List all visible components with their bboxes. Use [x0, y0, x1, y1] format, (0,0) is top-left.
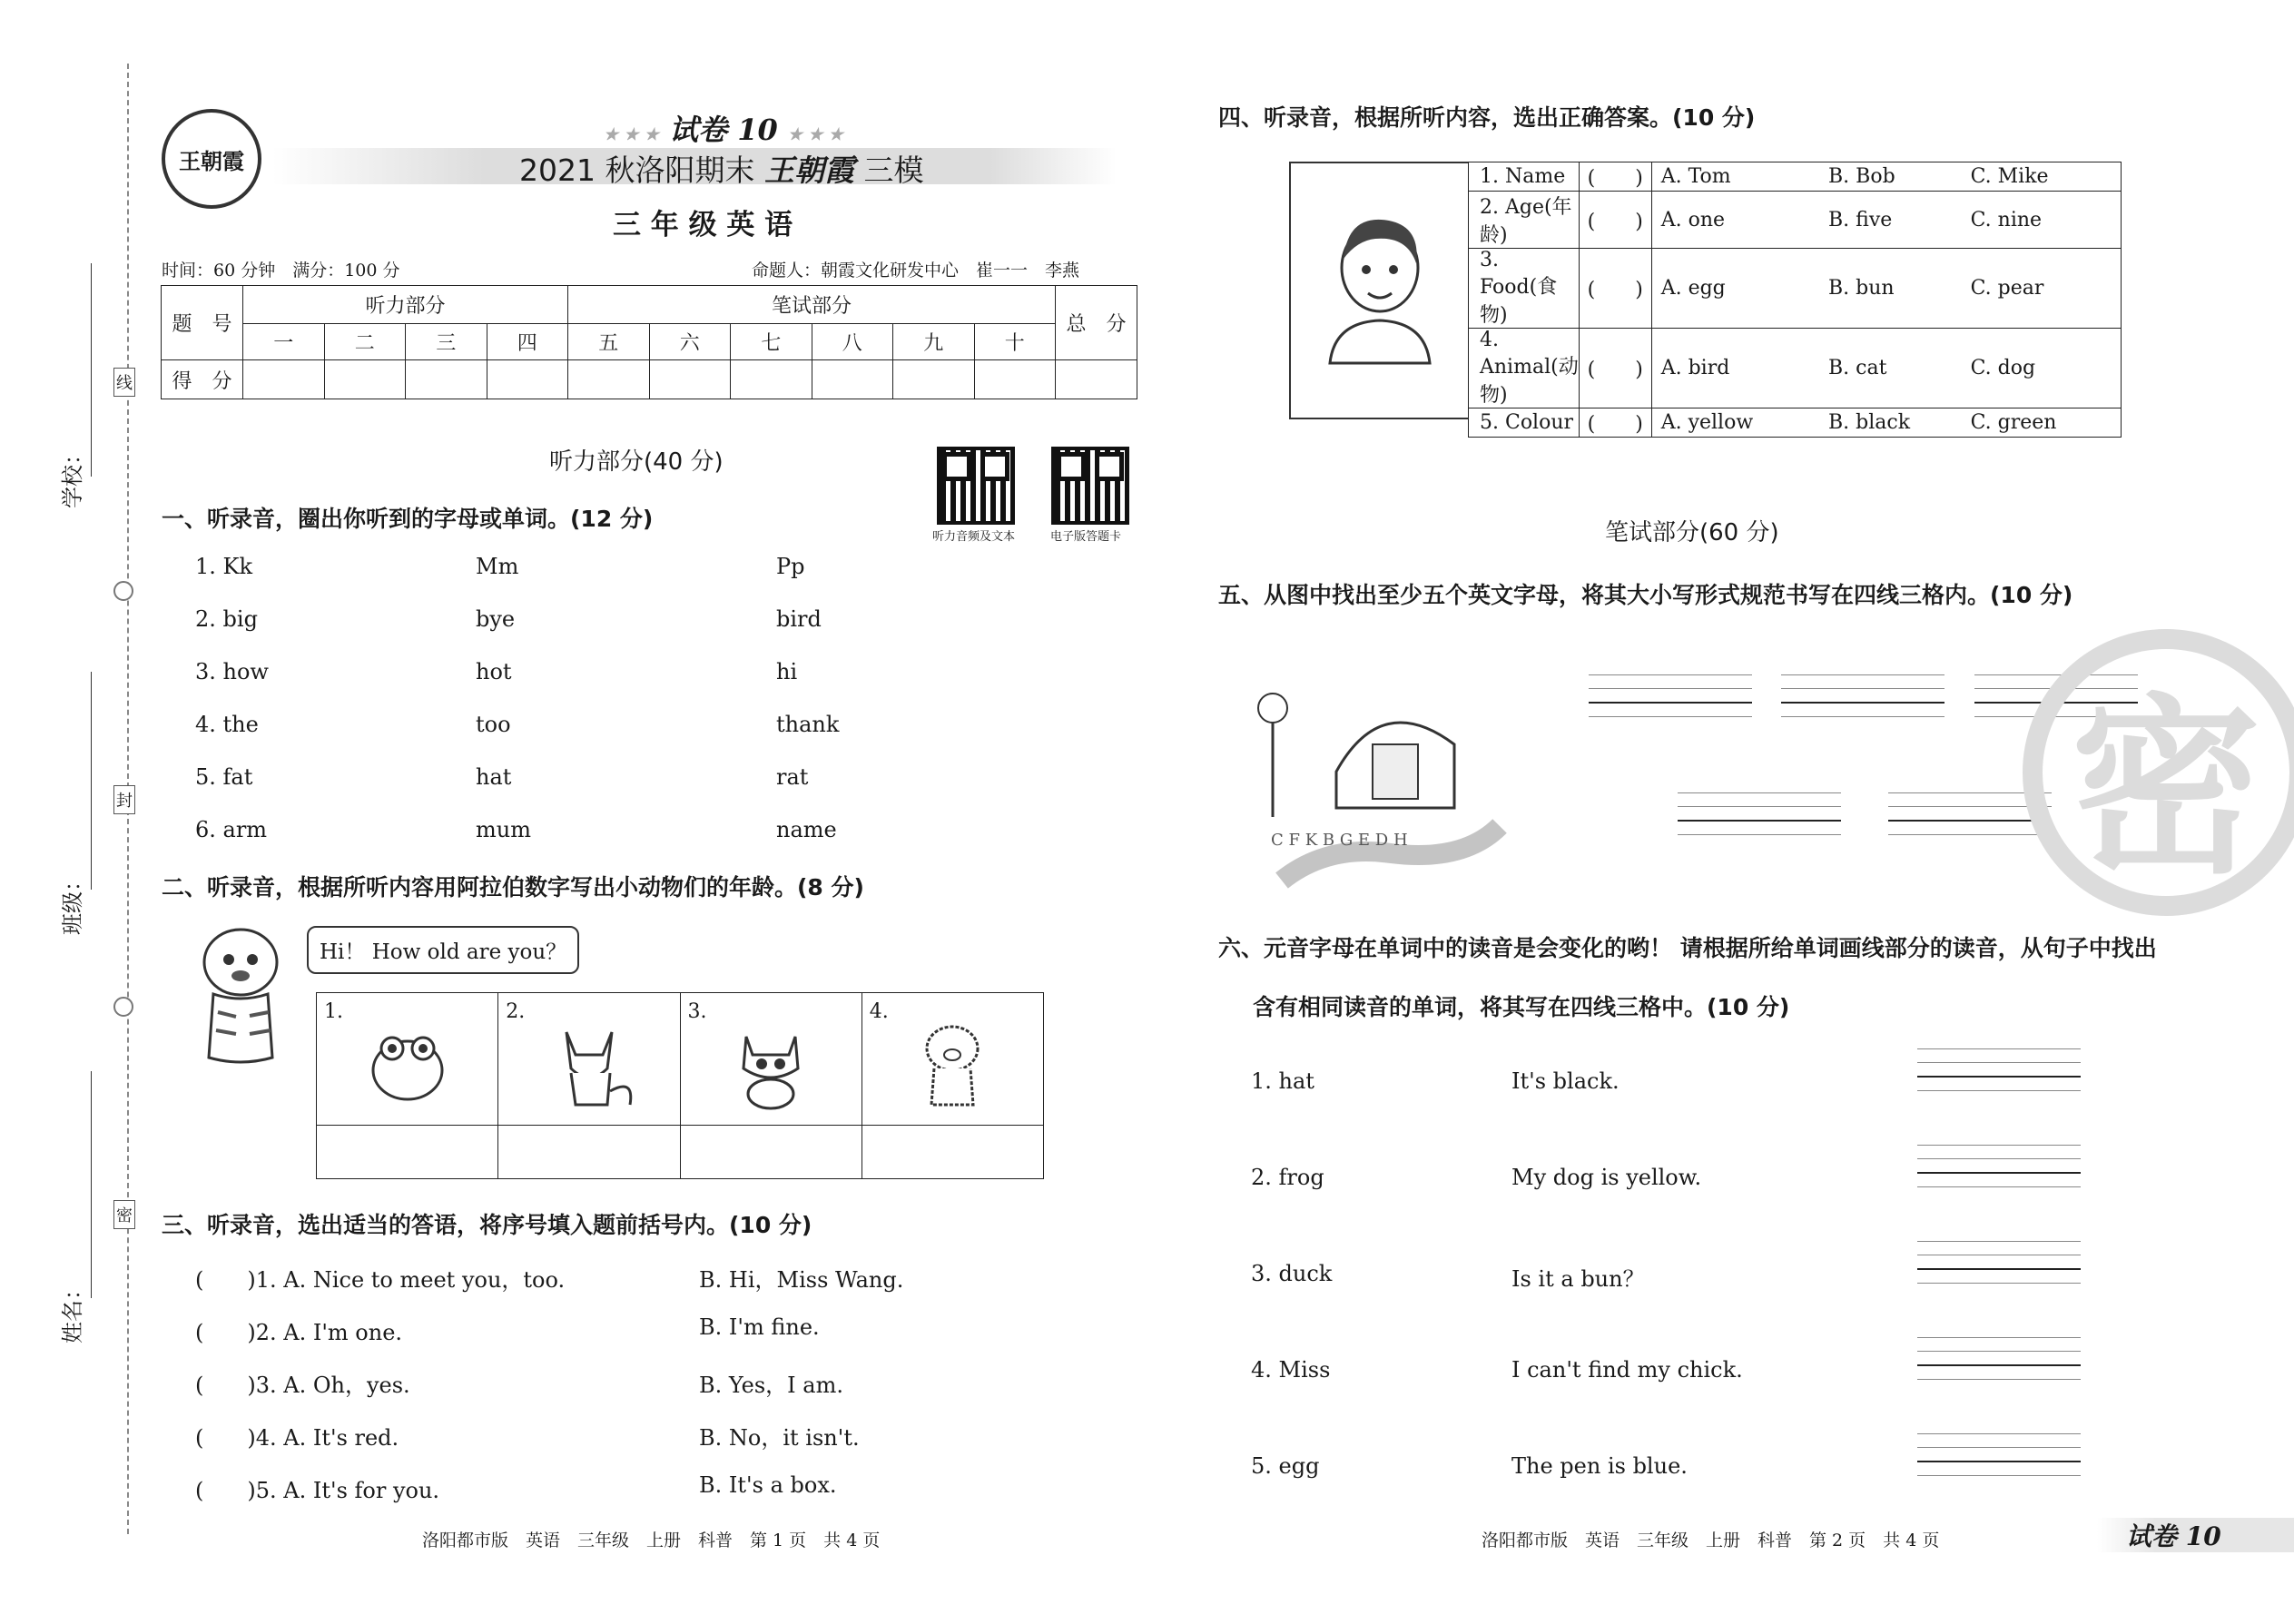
dense-stamp-watermark — [2023, 629, 2294, 916]
s4-option[interactable]: B. cat — [1828, 329, 1971, 408]
score-table-header-no: 题 号 — [162, 286, 243, 360]
s4-option[interactable]: C. Mike — [1971, 162, 2122, 192]
s4-option[interactable]: A. bird — [1651, 329, 1828, 408]
boy-illustration — [1321, 204, 1439, 368]
score-cell[interactable] — [324, 360, 406, 399]
s1-option[interactable]: Pp — [776, 554, 805, 579]
s4-option[interactable]: C. dog — [1971, 329, 2122, 408]
score-cell[interactable] — [568, 360, 650, 399]
score-cell[interactable] — [406, 360, 487, 399]
s3-option-b: B. Hi，Miss Wang. — [699, 1267, 904, 1293]
fox-illustration — [539, 1014, 639, 1114]
animal-number: 2. — [506, 1000, 526, 1023]
speech-bubble: Hi！ How old are you？ — [307, 926, 579, 974]
score-cell[interactable] — [243, 360, 325, 399]
s6-word: 4. Miss — [1251, 1357, 1331, 1383]
s6-sentence: My dog is yellow. — [1511, 1165, 1702, 1190]
series-no: 10 — [737, 113, 778, 147]
name-label: 姓名： — [60, 1278, 85, 1343]
score-table-header-listen: 听力部分 — [243, 286, 568, 324]
s6-word: 2. frog — [1251, 1165, 1324, 1190]
score-cell[interactable] — [974, 360, 1056, 399]
s4-option[interactable]: A. yellow — [1651, 408, 1828, 438]
s3-option-b: B. It's a box. — [699, 1472, 837, 1498]
section-6-title-line1: 六、元音字母在单词中的读音是会变化的哟！ 请根据所给单词画线部分的读音，从句子中找出 — [1218, 935, 2157, 961]
author-info: 命题人：朝霞文化研发中心 崔一一 李燕 — [752, 261, 1080, 281]
score-col: 十 — [974, 324, 1056, 360]
section-1-title: 一、听录音，圈出你听到的字母或单词。(12 分) — [162, 506, 654, 532]
s6-word: 5. egg — [1251, 1453, 1320, 1479]
s1-option[interactable]: 4. the — [195, 712, 259, 737]
qr-code-audio[interactable] — [937, 447, 1015, 525]
s1-option[interactable]: mum — [476, 817, 531, 842]
s1-option[interactable]: name — [776, 817, 837, 842]
s1-option[interactable]: 1. Kk — [195, 554, 252, 579]
section-5-title: 五、从图中找出至少五个英文字母，将其大小写形式规范书写在四线三格内。(10 分) — [1218, 582, 2073, 608]
stamp-char: 密 — [2070, 677, 2261, 900]
score-col: 六 — [649, 324, 731, 360]
s1-option[interactable]: 5. fat — [195, 764, 253, 790]
illustration-letters: C F K B G E D H — [1271, 831, 1408, 850]
s3-question[interactable]: ( )4. A. It's red. — [195, 1425, 399, 1451]
s6-word: 1. hat — [1251, 1068, 1314, 1094]
cat-illustration — [721, 1014, 821, 1114]
s4-answer-table — [1468, 162, 2122, 438]
score-cell[interactable] — [649, 360, 731, 399]
s4-option[interactable]: C. nine — [1971, 192, 2122, 249]
section-3-title: 三、听录音，选出适当的答语，将序号填入题前括号内。(10 分) — [162, 1212, 812, 1238]
score-table-header-write: 笔试部分 — [568, 286, 1056, 324]
score-cell[interactable] — [893, 360, 975, 399]
s6-sentence: The pen is blue. — [1511, 1453, 1688, 1479]
animal-cell-frog — [317, 993, 498, 1126]
s4-option[interactable]: A. Tom — [1651, 162, 1828, 192]
s6-writing-lines[interactable] — [1917, 1433, 2081, 1489]
s6-sentence: Is it a bun？ — [1511, 1266, 1645, 1292]
s4-blank[interactable]: ( ) — [1579, 162, 1651, 192]
s4-blank[interactable]: ( ) — [1579, 192, 1651, 249]
letter-house-illustration — [1245, 635, 1518, 894]
s6-writing-lines[interactable] — [1917, 1337, 2081, 1393]
footer-left: 洛阳都市版 英语 三年级 上册 科普 第 1 页 共 4 页 — [422, 1530, 881, 1550]
s1-row-1 — [195, 554, 252, 579]
qr-caption-answer: 电子版答题卡 — [1050, 530, 1122, 544]
brand-logo — [162, 109, 261, 209]
writing-section-title: 笔试部分(60 分) — [1605, 519, 1779, 546]
animal-number: 3. — [687, 1000, 707, 1023]
s6-writing-lines[interactable] — [1917, 1241, 2081, 1296]
mark-dense: 密 — [113, 1200, 135, 1229]
age-answer-cell[interactable] — [861, 1126, 1043, 1179]
s6-sentence: I can't find my chick. — [1511, 1357, 1743, 1383]
subject-title: 三 年 级 英 语 — [613, 209, 793, 241]
s4-item: 4. Animal(动物) — [1469, 329, 1580, 408]
s1-option[interactable]: hat — [476, 764, 512, 790]
frog-illustration — [358, 1014, 458, 1114]
qr-code-answer-sheet[interactable] — [1051, 447, 1129, 525]
footer-right: 洛阳都市版 英语 三年级 上册 科普 第 2 页 共 4 页 — [1482, 1530, 1940, 1550]
section-6-title-line2: 含有相同读音的单词，将其写在四线三格中。(10 分) — [1253, 994, 1790, 1020]
s3-option-b: B. I'm fine. — [699, 1314, 820, 1340]
name-field[interactable] — [91, 1071, 92, 1298]
qr-caption-audio: 听力音频及文本 — [932, 530, 1016, 544]
s4-blank[interactable]: ( ) — [1579, 408, 1651, 438]
s4-option[interactable]: A. egg — [1651, 249, 1828, 329]
school-field[interactable] — [91, 263, 92, 477]
ring-icon — [113, 581, 133, 601]
s4-item: 5. Colour — [1469, 408, 1580, 438]
s1-option[interactable]: rat — [776, 764, 809, 790]
ring-icon — [113, 997, 133, 1017]
s4-option[interactable]: C. pear — [1971, 249, 2122, 329]
school-label: 学校： — [60, 443, 85, 508]
s4-option[interactable]: B. black — [1828, 408, 1971, 438]
listening-section-title: 听力部分(40 分) — [549, 448, 724, 476]
s4-option[interactable]: B. Bob — [1828, 162, 1971, 192]
class-field[interactable] — [91, 672, 92, 890]
s4-item: 2. Age(年龄) — [1469, 192, 1580, 249]
class-label: 班级： — [60, 870, 85, 935]
score-cell[interactable] — [812, 360, 893, 399]
score-table-row-label: 得 分 — [162, 360, 243, 399]
s6-writing-lines[interactable] — [1917, 1145, 2081, 1200]
writing-lines[interactable] — [1589, 674, 1752, 730]
s3-option-b: B. No，it isn't. — [699, 1425, 860, 1451]
animal-number: 1. — [324, 1000, 343, 1023]
s3-question[interactable]: ( )1. A. Nice to meet you，too. — [195, 1267, 566, 1293]
series-text: 试卷 — [669, 113, 728, 147]
s4-item: 1. Name — [1469, 162, 1580, 192]
page-badge — [2097, 1518, 2294, 1552]
s3-question[interactable]: ( )2. A. I'm one. — [195, 1320, 403, 1345]
score-table — [161, 285, 1137, 399]
s4-option[interactable]: B. five — [1828, 192, 1971, 249]
score-col: 五 — [568, 324, 650, 360]
s4-blank[interactable]: ( ) — [1579, 249, 1651, 329]
mark-line: 线 — [113, 368, 135, 397]
s1-option[interactable]: bye — [476, 606, 516, 632]
s1-option[interactable]: 2. big — [195, 606, 258, 632]
animal-cell-pig — [861, 993, 1043, 1126]
brand-logo-text: 王朝霞 — [179, 147, 244, 174]
score-cell[interactable] — [487, 360, 568, 399]
s1-option[interactable]: hot — [476, 659, 512, 684]
s6-word: 3. duck — [1251, 1261, 1333, 1286]
s1-option[interactable]: Mm — [476, 554, 519, 579]
writing-lines[interactable] — [1678, 792, 1841, 848]
writing-lines[interactable] — [1781, 674, 1944, 730]
age-answer-cell[interactable] — [317, 1126, 498, 1179]
score-col: 三 — [406, 324, 487, 360]
s3-option-b: B. Yes，I am. — [699, 1373, 843, 1398]
s3-question[interactable]: ( )5. A. It's for you. — [195, 1478, 440, 1503]
s4-option[interactable]: C. green — [1971, 408, 2122, 438]
s4-option[interactable]: B. bun — [1828, 249, 1971, 329]
s4-item: 3. Food(食物) — [1469, 249, 1580, 329]
pig-illustration — [902, 1014, 1002, 1114]
score-col: 二 — [324, 324, 406, 360]
mark-seal: 封 — [113, 785, 135, 814]
animal-number: 4. — [869, 1000, 889, 1023]
brand-inline: 王朝霞 — [763, 153, 854, 188]
s1-option[interactable]: thank — [776, 712, 840, 737]
s1-option[interactable]: too — [476, 712, 511, 737]
animal-cell-cat — [680, 993, 861, 1126]
animal-cell-fox — [498, 993, 680, 1126]
series-label: ★ ★ ★ 试卷 10 ★ ★ ★ — [604, 113, 843, 147]
s1-option[interactable]: 6. arm — [195, 817, 268, 842]
score-cell[interactable] — [1056, 360, 1137, 399]
score-table-header-total: 总 分 — [1056, 286, 1137, 360]
exam-title: 2021 秋洛阳期末 王朝霞 三模 — [519, 153, 924, 188]
score-col: 四 — [487, 324, 568, 360]
score-col: 七 — [731, 324, 812, 360]
age-answer-cell[interactable] — [498, 1126, 680, 1179]
s1-option[interactable]: 3. how — [195, 659, 269, 684]
section-2-title: 二、听录音，根据所听内容用阿拉伯数字写出小动物们的年龄。(8 分) — [162, 874, 864, 901]
score-col: 一 — [243, 324, 325, 360]
s4-blank[interactable]: ( ) — [1579, 329, 1651, 408]
page-badge-text: 试卷 10 — [2126, 1521, 2221, 1551]
tiger-illustration — [191, 921, 295, 1080]
section-4-title: 四、听录音，根据所听内容，选出正确答案。(10 分) — [1218, 104, 1756, 131]
time-info: 时间：60 分钟 满分：100 分 — [162, 261, 400, 281]
s6-writing-lines[interactable] — [1917, 1048, 2081, 1104]
s6-sentence: It's black. — [1511, 1068, 1620, 1094]
age-answer-cell[interactable] — [680, 1126, 861, 1179]
score-col: 八 — [812, 324, 893, 360]
score-cell[interactable] — [731, 360, 812, 399]
s1-option[interactable]: bird — [776, 606, 822, 632]
score-col: 九 — [893, 324, 975, 360]
s4-option[interactable]: A. one — [1651, 192, 1828, 249]
s1-option[interactable]: hi — [776, 659, 798, 684]
animal-age-table — [316, 992, 1044, 1179]
s3-question[interactable]: ( )3. A. Oh，yes. — [195, 1373, 410, 1398]
